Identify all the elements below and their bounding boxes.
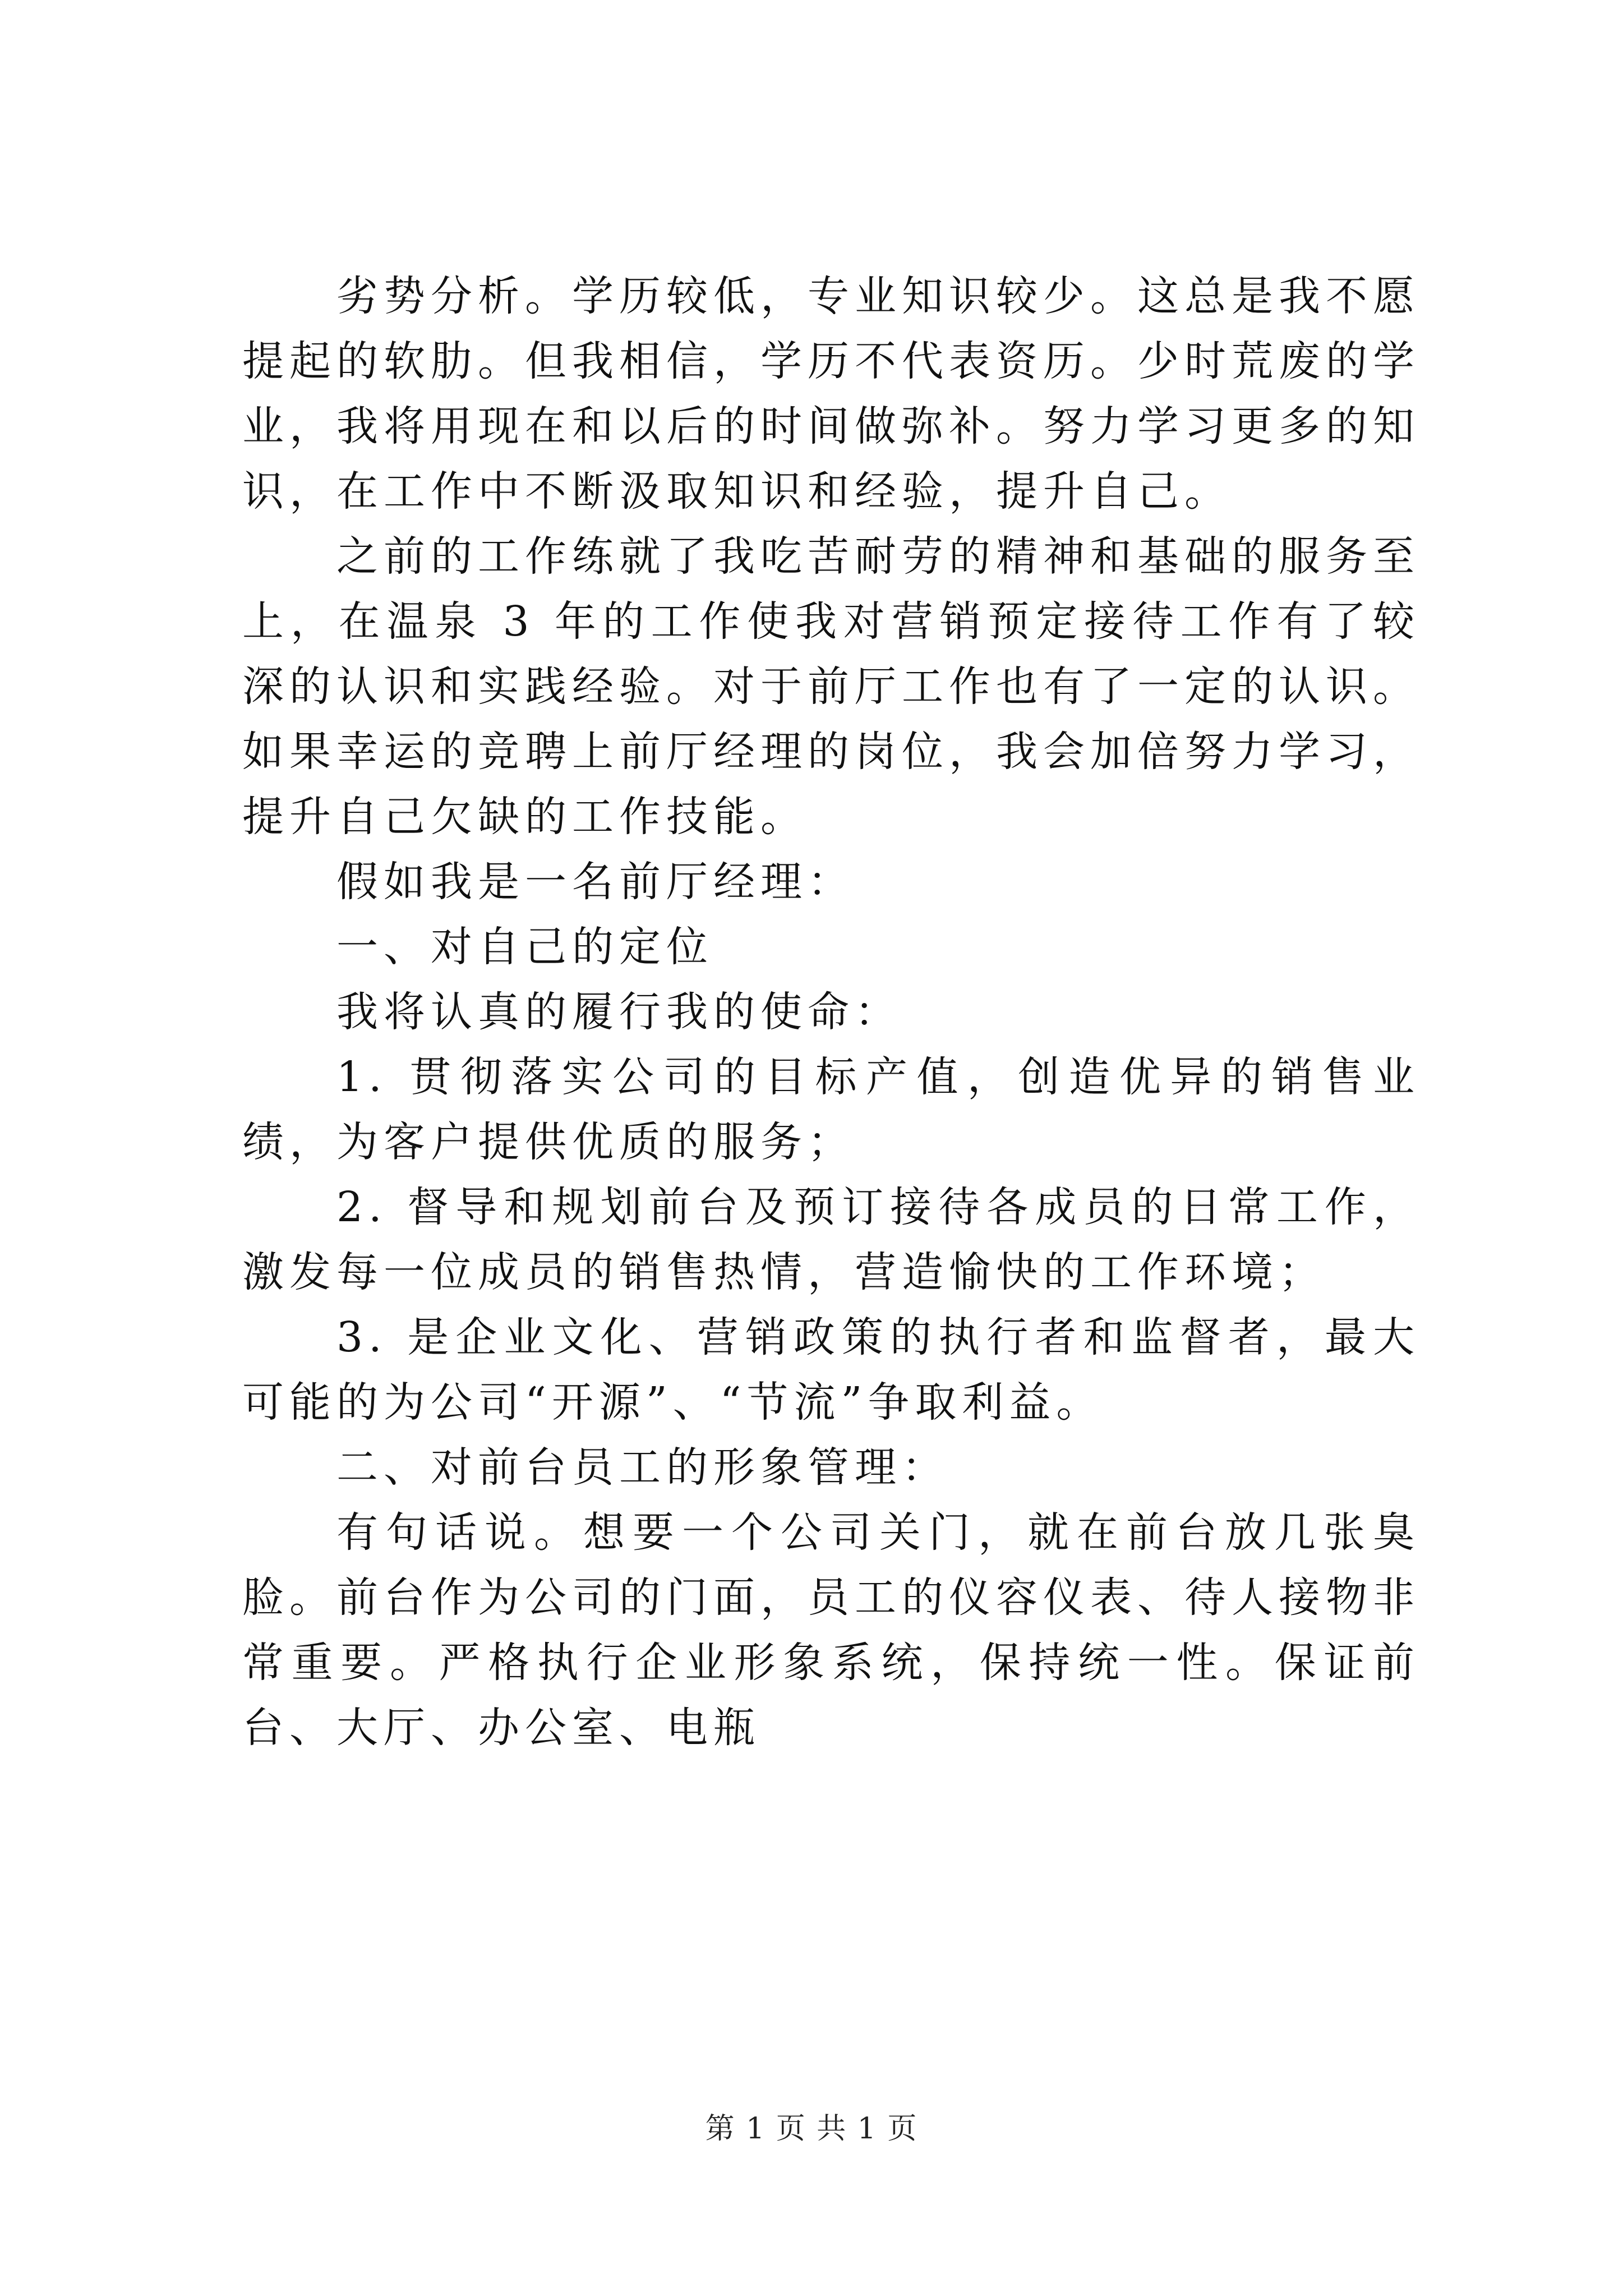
- list-item-2: 2. 督导和规划前台及预订接待各成员的日常工作，激发每一位成员的销售热情，营造愉快的工作环境；: [242, 1183, 1420, 1296]
- paragraph-mission-intro: 我将认真的履行我的使命：: [336, 988, 902, 1036]
- paragraph-front-desk-image: 有句话说。想要一个公司关门，就在前台放几张臭脸。前台作为公司的门面，员工的仪容仪表、待人接物非常重要。严格执行企业形象系统，保持统一性。保证前台、大厅、办公室、电瓶: [242, 1508, 1420, 1752]
- list-item-1: 1. 贯彻落实公司的目标产值，创造优异的销售业绩，为客户提供优质的服务；: [242, 1053, 1420, 1166]
- section-heading-image-management: 二、对前台员工的形象管理：: [336, 1443, 949, 1492]
- document-body: [242, 264, 1420, 1760]
- paragraph-weakness-analysis: 劣势分析。学历较低，专业知识较少。这总是我不愿提起的软肋。但我相信，学历不代表资历。少时荒废的学业，我将用现在和以后的时间做弥补。努力学习更多的知识，在工作中不断汲取知识和经验，提升自己。: [242, 272, 1420, 516]
- list-item-3: 3. 是企业文化、营销政策的执行者和监督者，最大可能的为公司“开源”、“节流”争取利益。: [242, 1313, 1420, 1427]
- paragraph-previous-experience: 之前的工作练就了我吃苦耐劳的精神和基础的服务至上，在温泉 3 年的工作使我对营销预定接待工作有了较深的认识和实践经验。对于前厅工作也有了一定的认识。如果幸运的竞聘上前厅经理的岗位，我会加倍努力学习，提升自己欠缺的工作技能。: [242, 532, 1420, 841]
- paragraph-if-i-am-manager: 假如我是一名前厅经理：: [336, 858, 855, 906]
- section-heading-self-positioning: 一、对自己的定位: [336, 923, 713, 971]
- page-footer: 第 1 页 共 1 页: [705, 2112, 918, 2146]
